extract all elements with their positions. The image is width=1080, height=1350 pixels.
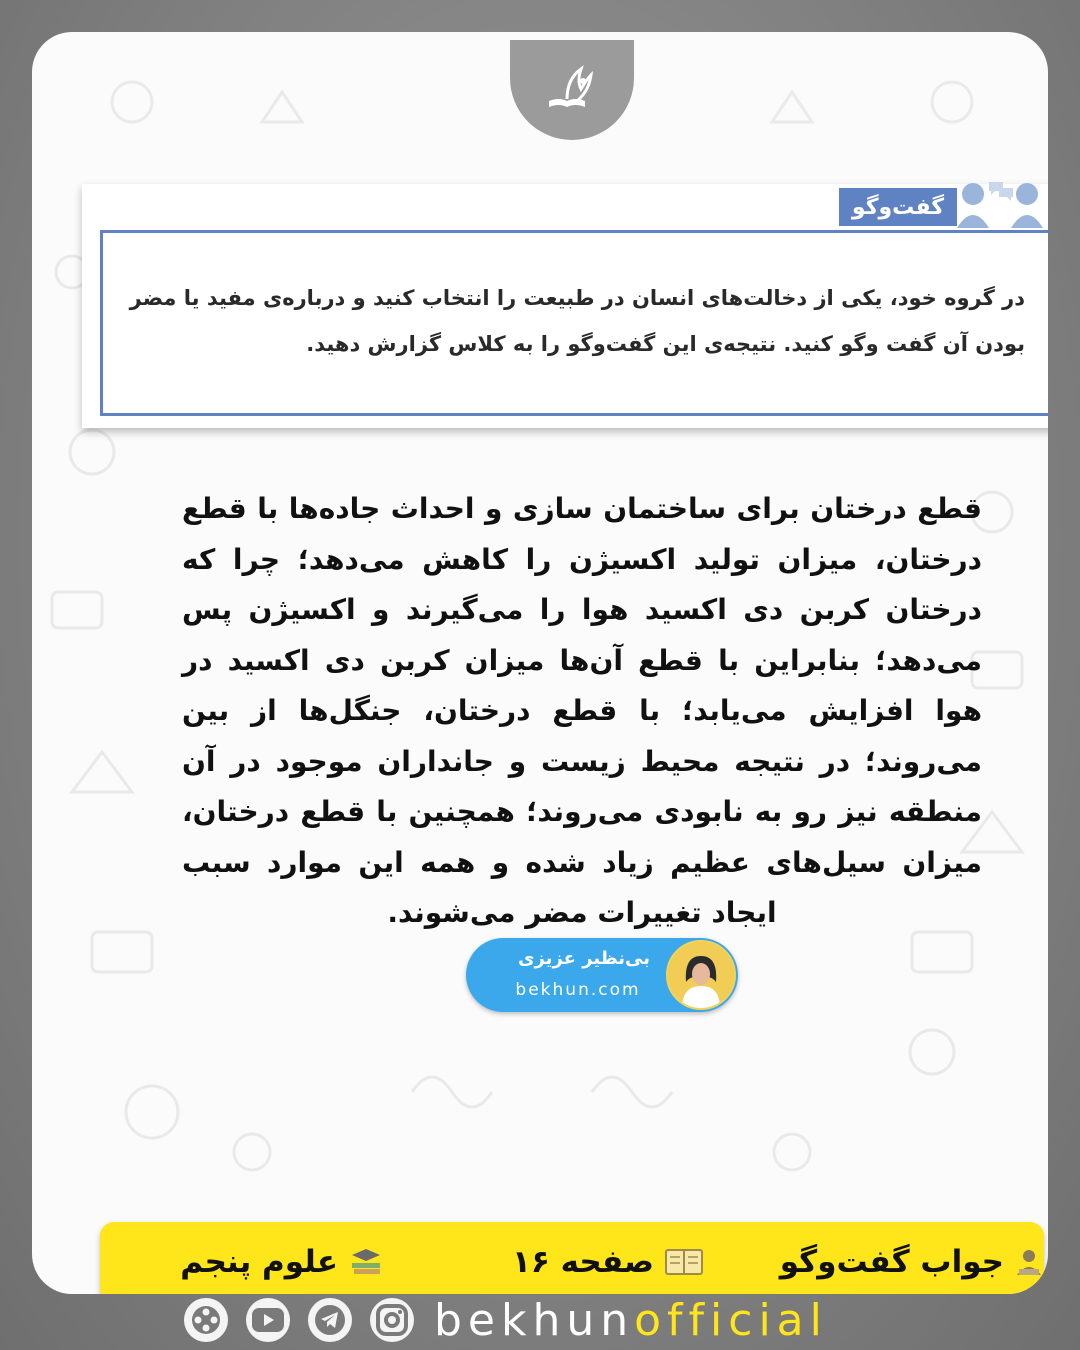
telegram-icon <box>314 1304 346 1336</box>
film-reel-icon <box>190 1304 222 1336</box>
answer-label: جواب گفت‌وگو <box>779 1244 1004 1280</box>
telegram-link[interactable] <box>308 1298 352 1342</box>
instagram-link[interactable] <box>370 1298 414 1342</box>
textbook-excerpt <box>82 184 1048 428</box>
youtube-icon <box>251 1307 285 1333</box>
answer-label-item <box>780 1240 1044 1284</box>
author-name: بی‌نظیر عزیزی <box>517 948 651 969</box>
textbook-question-text: در گروه خود، یکی از دخالت‌های انسان در طبیعت را انتخاب کنید و درباره‌ی مفید یا مضر بودن آن گفت وگو کنید. نتیجه‌ی این گفت‌وگو را به کلاس گزارش دهید. <box>129 286 1025 356</box>
teacher-icon <box>1014 1247 1044 1277</box>
person-avatar-icon <box>668 942 734 1008</box>
author-site: bekhun.com <box>515 980 641 1000</box>
instagram-icon <box>376 1304 408 1336</box>
brand-name <box>434 1290 828 1350</box>
author-avatar <box>666 940 736 1010</box>
subject-label: علوم پنجم <box>180 1244 338 1280</box>
film-reel-link[interactable] <box>184 1298 228 1342</box>
textbook-question-box <box>100 230 1048 416</box>
author-badge[interactable] <box>466 938 738 1012</box>
answer-text: قطع درختان برای ساختمان سازی و احداث جاده‌ها با قطع درختان، میزان تولید اکسیژن را کاهش می‌دهد؛ چرا که درختان کربن دی اکسید هوا را می‌گیرند و اکسیژن پس می‌دهد؛ بنابراین با قطع آن‌ها میزان کربن دی اکسید در هوا افزایش می‌یابد؛ با قطع درختان، جنگل‌ها از بین می‌روند؛ در نتیجه محیط زیست و جانداران موجود در آن منطقه نیز رو به نابودی می‌روند؛ همچنین با قطع درختان، میزان سیل‌های عظیم زیاد شده و همه این موارد سبب ایجاد تغییرات مضر می‌شوند. <box>182 492 982 929</box>
discussion-people-icon <box>951 174 1048 228</box>
youtube-link[interactable] <box>246 1298 290 1342</box>
footer <box>180 1290 900 1350</box>
discussion-tab: گفت‌وگو <box>839 188 957 226</box>
bekhun-logo-icon <box>537 55 607 125</box>
info-bar <box>100 1222 1044 1294</box>
brand-name-part2: official <box>634 1294 828 1346</box>
brand-name-part1: bekhun <box>434 1294 635 1346</box>
page-label-item <box>512 1240 704 1284</box>
page-label: صفحه ۱۶ <box>511 1244 654 1280</box>
subject-label-item <box>180 1240 384 1284</box>
content-card <box>32 32 1048 1294</box>
graduation-books-icon <box>348 1247 384 1277</box>
book-icon <box>664 1247 704 1277</box>
